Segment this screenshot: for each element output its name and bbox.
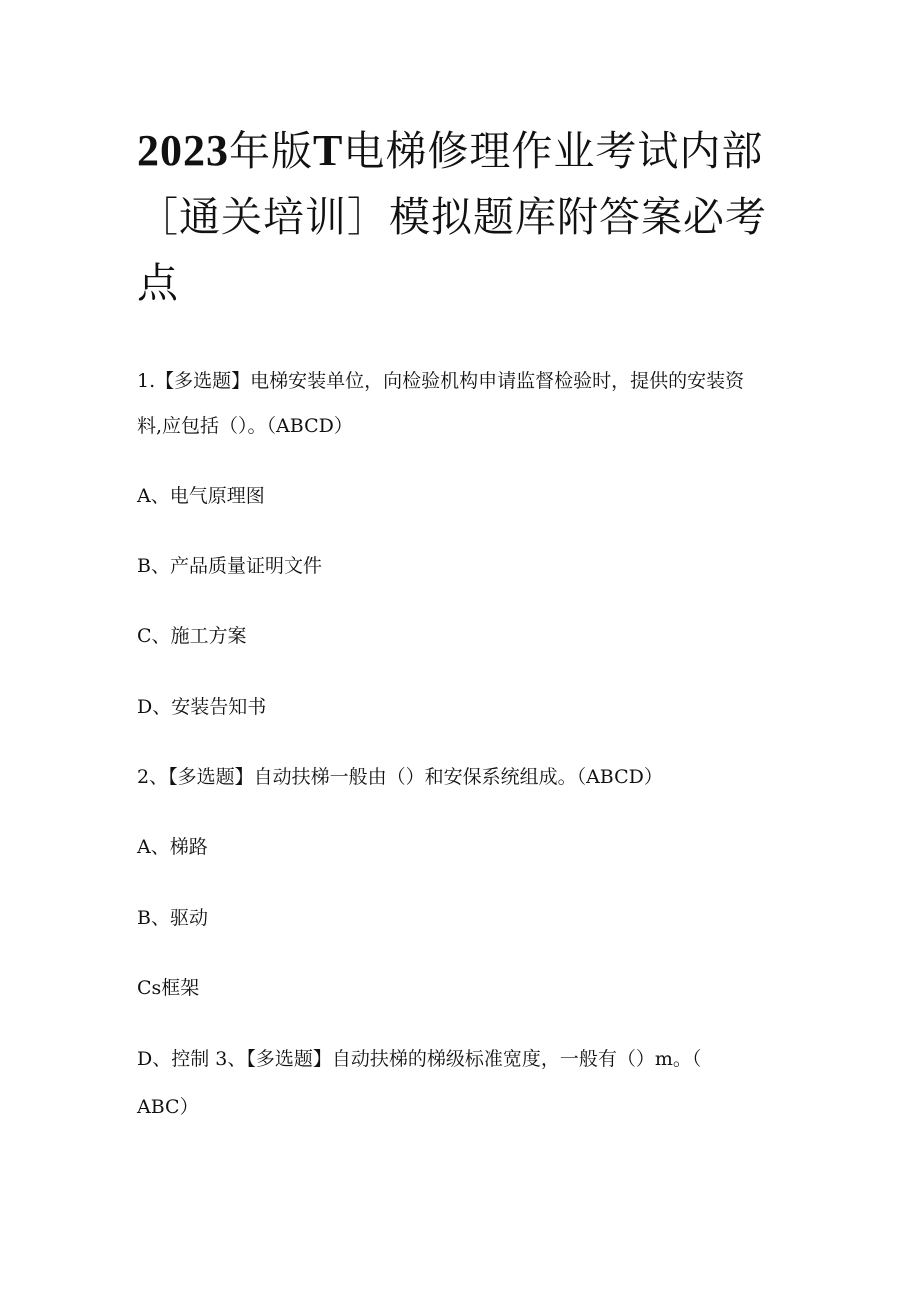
question-2-text: 2、【多选题】自动扶梯一般由（）和安保系统组成。（ABCD） [137,766,663,788]
title-part2: 电梯修理作业考试内部［通关培训］模拟题库附答案必考点 [137,127,767,307]
document-title [137,118,797,316]
question-2-option-c: Cs框架 [137,977,200,999]
title-letter: T [313,126,344,175]
title-part1: 年版 [229,127,313,175]
question-1-option-a: A、电气原理图 [137,485,265,507]
question-2-option-d-and-question-3-text: D、控制 3、【多选题】自动扶梯的梯级标准宽度，一般有（）m。（ [137,1048,702,1070]
question-1-option-b: B、产品质量证明文件 [137,555,322,577]
question-2-option-a: A、梯路 [137,836,208,858]
question-1-text: 1.【多选题】电梯安装单位，向检验机构申请监督检验时，提供的安装资 [137,370,745,392]
title-year: 2023 [137,126,229,175]
question-1-text-continued: 料,应包括（）。（ABCD） [137,415,353,437]
question-1-option-c: C、施工方案 [137,625,247,647]
question-3-text-continued: ABC） [137,1096,199,1118]
question-2-option-b: B、驱动 [137,907,208,929]
question-1-option-d: D、安装告知书 [137,696,267,718]
